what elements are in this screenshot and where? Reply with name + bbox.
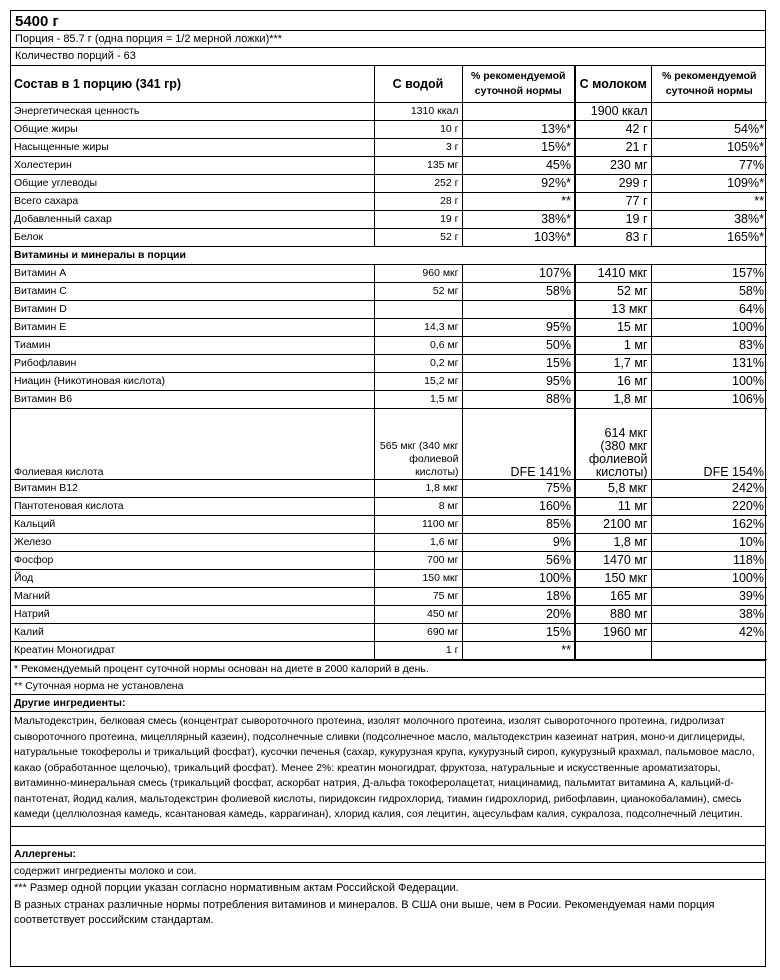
footnote-country-norms: В разных странах различные нормы потребления витаминов и минералов. В США они выше, чем в Росии. Рекомендуемая нами порция соответствует российским стандартам. [14, 898, 715, 926]
dv-with-water: 88% [462, 391, 575, 409]
table-row [11, 498, 767, 516]
table-row [11, 409, 767, 480]
table-row [11, 211, 767, 229]
dv-with-water: 18% [462, 588, 575, 606]
value-with-water: 1,5 мг [374, 391, 462, 409]
value-with-water: 28 г [374, 193, 462, 211]
dv-with-water: 9% [462, 534, 575, 552]
value-with-water: 1310 ккал [374, 103, 462, 121]
table-row [11, 103, 767, 121]
dv-with-water: 95% [462, 319, 575, 337]
dv-with-water: 15%* [462, 139, 575, 157]
dv-with-water: 95% [462, 373, 575, 391]
package-weight-title: 5400 г [11, 11, 765, 31]
nutrient-name: Магний [11, 588, 374, 606]
dv-with-milk: 242% [651, 480, 767, 498]
dv-with-milk: 106% [651, 391, 767, 409]
value-with-water: 19 г [374, 211, 462, 229]
nutrient-name: Ниацин (Никотиновая кислота) [11, 373, 374, 391]
table-row [11, 283, 767, 301]
dv-with-milk: 10% [651, 534, 767, 552]
dv-with-milk: 100% [651, 570, 767, 588]
value-with-water: 960 мкг [374, 265, 462, 283]
dv-with-water: 50% [462, 337, 575, 355]
nutrient-name: Холестерин [11, 157, 374, 175]
value-with-water: 1,6 мг [374, 534, 462, 552]
value-with-milk: 150 мкг [575, 570, 651, 588]
other-ingredients-text: Мальтодекстрин, белковая смесь (концентрат сывороточного протеина, изолят молочного протеина, изолят сывороточного протеина, гидролизат сывороточного протеина, мицеллярный казеин), подсолнечные сливки (подсолнечное масло, мальтодекстрин казеинат натрия, моно-и диглицериды, натуральные токоферолы и трикальций фосфат), кусочки печенья (сахар, кукурузная крупа, кукурузный сироп, кукурузный крахмал, пальмовое масло, какао (обработанное щелочью), трикальций фосфат). Менее 2%: креатин моногидрат, фруктоза, натуральные и искусственные ароматизаторы, витаминно-минеральная смесь (трикальций фосфат, аскорбат натрия, Д-альфа токоферолацетат, ниацинамид, пальмитат витамина А, кальций-d-пантотенат, йодид калия, мальтодекстрин фолиевой кислоты, пиридоксин гидрохлорид, тиамин гидрохлорид, рибофлавин, цианокобаламин), смесь камеди (целлюлозная камедь, ксантановая камедь, каррагинан), хлорид калия, соя лецитин, ацесульфам калия, сукралоза, подсолнечный лецитин. [11, 712, 765, 827]
table-row [11, 373, 767, 391]
value-with-water: 450 мг [374, 606, 462, 624]
allergens-text: содержит ингредиенты молоко и сои. [11, 863, 765, 880]
table-row [11, 552, 767, 570]
vitamins-section-title: Витамины и минералы в порции [11, 247, 767, 265]
nutrient-name: Натрий [11, 606, 374, 624]
nutrient-name: Витамин В12 [11, 480, 374, 498]
nutrient-name: Добавленный сахар [11, 211, 374, 229]
nutrition-table [11, 66, 767, 660]
dv-with-milk: 38% [651, 606, 767, 624]
value-with-water: 3 г [374, 139, 462, 157]
value-with-milk: 19 г [575, 211, 651, 229]
other-ingredients-title: Другие ингредиенты: [11, 695, 765, 712]
column-header-water: С водой [374, 66, 462, 103]
dv-with-milk: ** [651, 193, 767, 211]
value-with-milk: 52 мг [575, 283, 651, 301]
table-row [11, 516, 767, 534]
header-block [11, 11, 765, 66]
dv-with-milk: 83% [651, 337, 767, 355]
value-with-milk: 15 мг [575, 319, 651, 337]
value-with-water: 15,2 мг [374, 373, 462, 391]
dv-with-milk: 54%* [651, 121, 767, 139]
nutrient-name: Витамин В6 [11, 391, 374, 409]
footnote-daily-value: * Рекомендуемый процент суточной нормы основан на диете в 2000 калорий в день. [11, 661, 765, 678]
value-with-water [374, 301, 462, 319]
table-row [11, 265, 767, 283]
nutrient-name: Общие углеводы [11, 175, 374, 193]
dv-with-milk: 42% [651, 624, 767, 642]
dv-with-water: 58% [462, 283, 575, 301]
dv-with-water: 85% [462, 516, 575, 534]
value-with-milk: 42 г [575, 121, 651, 139]
value-with-milk: 83 г [575, 229, 651, 247]
nutrient-name: Железо [11, 534, 374, 552]
dv-with-water: 13%* [462, 121, 575, 139]
dv-with-water: 103%* [462, 229, 575, 247]
dv-with-water: 15% [462, 355, 575, 373]
value-with-milk: 16 мг [575, 373, 651, 391]
nutrient-name: Фосфор [11, 552, 374, 570]
nutrition-facts-sheet [10, 10, 766, 967]
dv-with-water: 75% [462, 480, 575, 498]
table-row [11, 157, 767, 175]
table-row [11, 319, 767, 337]
nutrient-name: Фолиевая кислота [11, 409, 374, 480]
value-with-milk: 1470 мг [575, 552, 651, 570]
value-with-milk: 165 мг [575, 588, 651, 606]
table-row [11, 606, 767, 624]
value-with-milk: 2100 мг [575, 516, 651, 534]
dv-with-water [462, 103, 575, 121]
vitamins-section-row [11, 247, 767, 265]
dv-with-water: 45% [462, 157, 575, 175]
table-row [11, 301, 767, 319]
table-row [11, 355, 767, 373]
dv-with-milk: 58% [651, 283, 767, 301]
column-header-composition: Состав в 1 порцию (341 гр) [11, 66, 374, 103]
value-with-milk: 1,7 мг [575, 355, 651, 373]
dv-with-milk: 109%* [651, 175, 767, 193]
value-with-milk: 5,8 мкг [575, 480, 651, 498]
table-row [11, 139, 767, 157]
nutrient-name: Витамин А [11, 265, 374, 283]
nutrient-name: Витамин Е [11, 319, 374, 337]
column-header-milk-dv: % рекомендуемой суточной нормы [651, 66, 767, 103]
table-header-row [11, 66, 767, 103]
value-with-water: 690 мг [374, 624, 462, 642]
value-with-milk: 614 мкг (380 мкг фолиевой кислоты) [575, 409, 651, 480]
value-with-milk: 1,8 мг [575, 391, 651, 409]
nutrient-name: Калий [11, 624, 374, 642]
table-row [11, 570, 767, 588]
dv-with-water [462, 301, 575, 319]
footnotes-block [11, 660, 765, 929]
table-row [11, 642, 767, 660]
value-with-milk: 1,8 мг [575, 534, 651, 552]
value-with-water: 10 г [374, 121, 462, 139]
nutrient-name: Витамин С [11, 283, 374, 301]
nutrient-name: Йод [11, 570, 374, 588]
table-row [11, 391, 767, 409]
value-with-water: 1,8 мкг [374, 480, 462, 498]
dv-with-milk [651, 103, 767, 121]
value-with-milk: 1900 ккал [575, 103, 651, 121]
table-row [11, 588, 767, 606]
value-with-water: 52 г [374, 229, 462, 247]
nutrient-name: Тиамин [11, 337, 374, 355]
dv-with-milk: DFE 154% [651, 409, 767, 480]
allergens-title: Аллергены: [11, 846, 765, 863]
value-with-water: 52 мг [374, 283, 462, 301]
nutrient-name: Белок [11, 229, 374, 247]
nutrient-name: Креатин Моногидрат [11, 642, 374, 660]
table-row [11, 121, 767, 139]
dv-with-milk: 157% [651, 265, 767, 283]
value-with-water: 565 мкг (340 мкг фолиевой кислоты) [374, 409, 462, 480]
dv-with-water: 160% [462, 498, 575, 516]
dv-with-milk: 77% [651, 157, 767, 175]
dv-with-milk: 64% [651, 301, 767, 319]
table-row [11, 337, 767, 355]
dv-with-water: ** [462, 642, 575, 660]
value-with-water: 75 мг [374, 588, 462, 606]
value-with-milk: 230 мг [575, 157, 651, 175]
dv-with-water: 92%* [462, 175, 575, 193]
value-with-milk: 880 мг [575, 606, 651, 624]
value-with-milk: 77 г [575, 193, 651, 211]
dv-with-water: 38%* [462, 211, 575, 229]
dv-with-water: 56% [462, 552, 575, 570]
dv-with-water: 100% [462, 570, 575, 588]
table-row [11, 175, 767, 193]
empty-row [11, 827, 765, 846]
dv-with-milk: 118% [651, 552, 767, 570]
column-header-milk: С молоком [575, 66, 651, 103]
value-with-water: 8 мг [374, 498, 462, 516]
nutrient-name: Кальций [11, 516, 374, 534]
servings-count-text: Количество порций - 63 [15, 50, 136, 62]
dv-with-water: 15% [462, 624, 575, 642]
footnote-not-established: ** Суточная норма не установлена [11, 678, 765, 695]
dv-with-milk: 100% [651, 319, 767, 337]
dv-with-milk: 131% [651, 355, 767, 373]
table-row [11, 624, 767, 642]
dv-with-water: ** [462, 193, 575, 211]
value-with-water: 0,6 мг [374, 337, 462, 355]
value-with-milk: 1 мг [575, 337, 651, 355]
dv-with-water: 107% [462, 265, 575, 283]
table-row [11, 480, 767, 498]
dv-with-milk: 39% [651, 588, 767, 606]
value-with-milk: 1960 мг [575, 624, 651, 642]
value-with-milk: 1410 мкг [575, 265, 651, 283]
value-with-water: 135 мг [374, 157, 462, 175]
value-with-milk: 11 мг [575, 498, 651, 516]
nutrient-name: Насыщенные жиры [11, 139, 374, 157]
value-with-water: 1 г [374, 642, 462, 660]
table-row [11, 193, 767, 211]
footnote-serving-regulation: *** Размер одной порции указан согласно нормативным актам Российской Федерации. [14, 881, 459, 894]
value-with-milk: 21 г [575, 139, 651, 157]
value-with-water: 0,2 мг [374, 355, 462, 373]
dv-with-water: 20% [462, 606, 575, 624]
value-with-milk: 13 мкг [575, 301, 651, 319]
table-row [11, 534, 767, 552]
dv-with-milk [651, 642, 767, 660]
value-with-milk [575, 642, 651, 660]
nutrient-name: Всего сахара [11, 193, 374, 211]
value-with-milk: 299 г [575, 175, 651, 193]
dv-with-milk: 220% [651, 498, 767, 516]
nutrient-name: Витамин D [11, 301, 374, 319]
value-with-water: 14,3 мг [374, 319, 462, 337]
nutrient-name: Энергетическая ценность [11, 103, 374, 121]
dv-with-milk: 162% [651, 516, 767, 534]
dv-with-milk: 100% [651, 373, 767, 391]
value-with-water: 252 г [374, 175, 462, 193]
value-with-water: 700 мг [374, 552, 462, 570]
value-with-water: 150 мкг [374, 570, 462, 588]
value-with-water: 1100 мг [374, 516, 462, 534]
nutrient-name: Общие жиры [11, 121, 374, 139]
dv-with-water: DFE 141% [462, 409, 575, 480]
nutrient-name: Рибофлавин [11, 355, 374, 373]
nutrient-name: Пантотеновая кислота [11, 498, 374, 516]
dv-with-milk: 105%* [651, 139, 767, 157]
dv-with-milk: 38%* [651, 211, 767, 229]
dv-with-milk: 165%* [651, 229, 767, 247]
column-header-water-dv: % рекомендуемой суточной нормы [462, 66, 575, 103]
table-row [11, 229, 767, 247]
serving-size-text: Порция - 85.7 г (одна порция = 1/2 мерной ложки)*** [11, 31, 765, 48]
